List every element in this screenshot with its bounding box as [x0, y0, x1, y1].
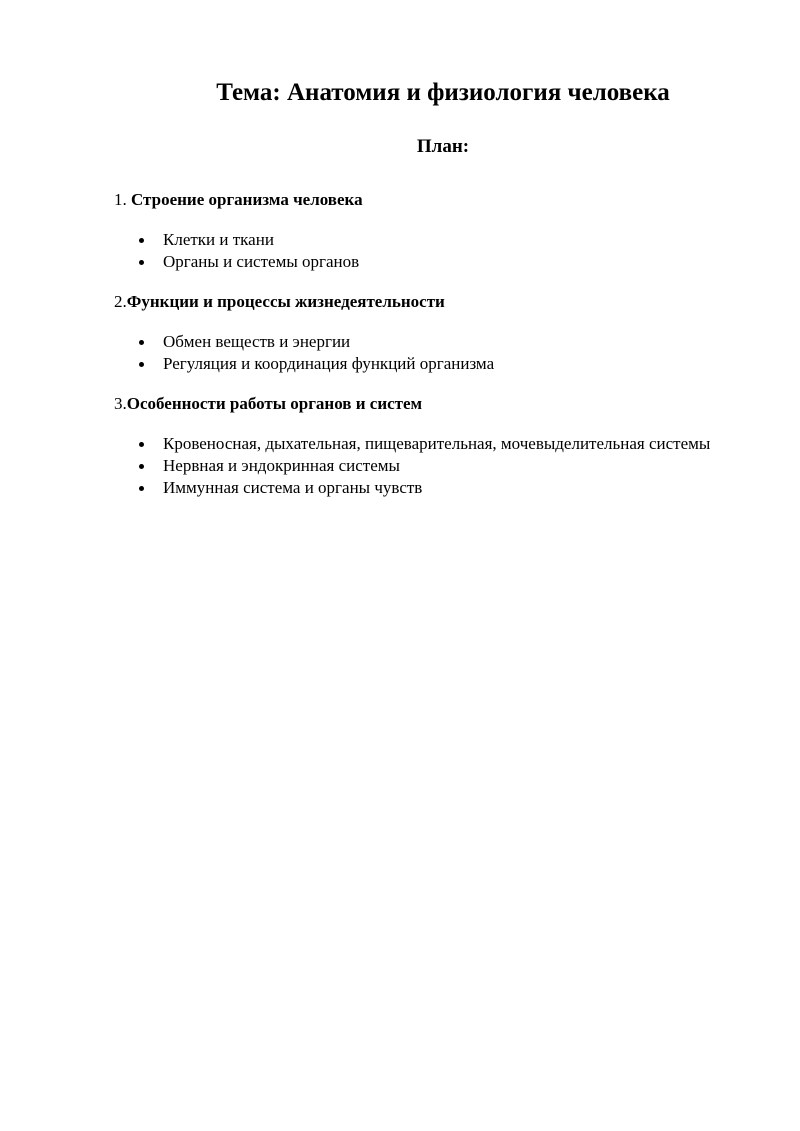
- bullet-list: [114, 433, 714, 498]
- section-title: Строение организма человека: [131, 190, 363, 209]
- list-item: [163, 455, 714, 476]
- list-item: [163, 229, 714, 250]
- section-number: 3.: [114, 394, 127, 413]
- list-item-text: Нервная и эндокринная системы: [163, 456, 400, 475]
- section-title: Функции и процессы жизнедеятельности: [126, 292, 445, 311]
- bullet-icon: [139, 362, 144, 367]
- plan-section: [114, 291, 714, 374]
- plan-heading: План:: [416, 136, 470, 157]
- plan-sections: [114, 189, 714, 517]
- section-heading: [114, 189, 714, 211]
- bullet-icon: [139, 340, 144, 345]
- list-item: [163, 477, 714, 498]
- bullet-icon: [139, 486, 144, 491]
- section-title: Особенности работы органов и систем: [126, 394, 423, 413]
- plan-section: [114, 189, 714, 272]
- section-heading: [114, 291, 714, 313]
- bullet-icon: [139, 238, 144, 243]
- bullet-icon: [139, 464, 144, 469]
- bullet-list: [114, 331, 714, 374]
- list-item-text: Обмен веществ и энергии: [163, 332, 351, 351]
- list-item-text: Клетки и ткани: [163, 230, 274, 249]
- bullet-list: [114, 229, 714, 272]
- list-item-text: Кровеносная, дыхательная, пищеварительная, мочевыделительная системы: [163, 434, 711, 453]
- list-item: [163, 251, 714, 272]
- list-item: [163, 331, 714, 352]
- section-number: 2.: [114, 292, 127, 311]
- page-title: Тема: Анатомия и физиология человека: [216, 79, 670, 106]
- section-number: 1.: [114, 190, 131, 209]
- list-item: [163, 433, 714, 454]
- bullet-icon: [139, 260, 144, 265]
- list-item-text: Иммунная система и органы чувств: [163, 478, 423, 497]
- bullet-icon: [139, 442, 144, 447]
- plan-section: [114, 393, 714, 498]
- list-item-text: Регуляция и координация функций организма: [163, 354, 495, 373]
- list-item-text: Органы и системы органов: [163, 252, 360, 271]
- section-heading: [114, 393, 714, 415]
- list-item: [163, 353, 714, 374]
